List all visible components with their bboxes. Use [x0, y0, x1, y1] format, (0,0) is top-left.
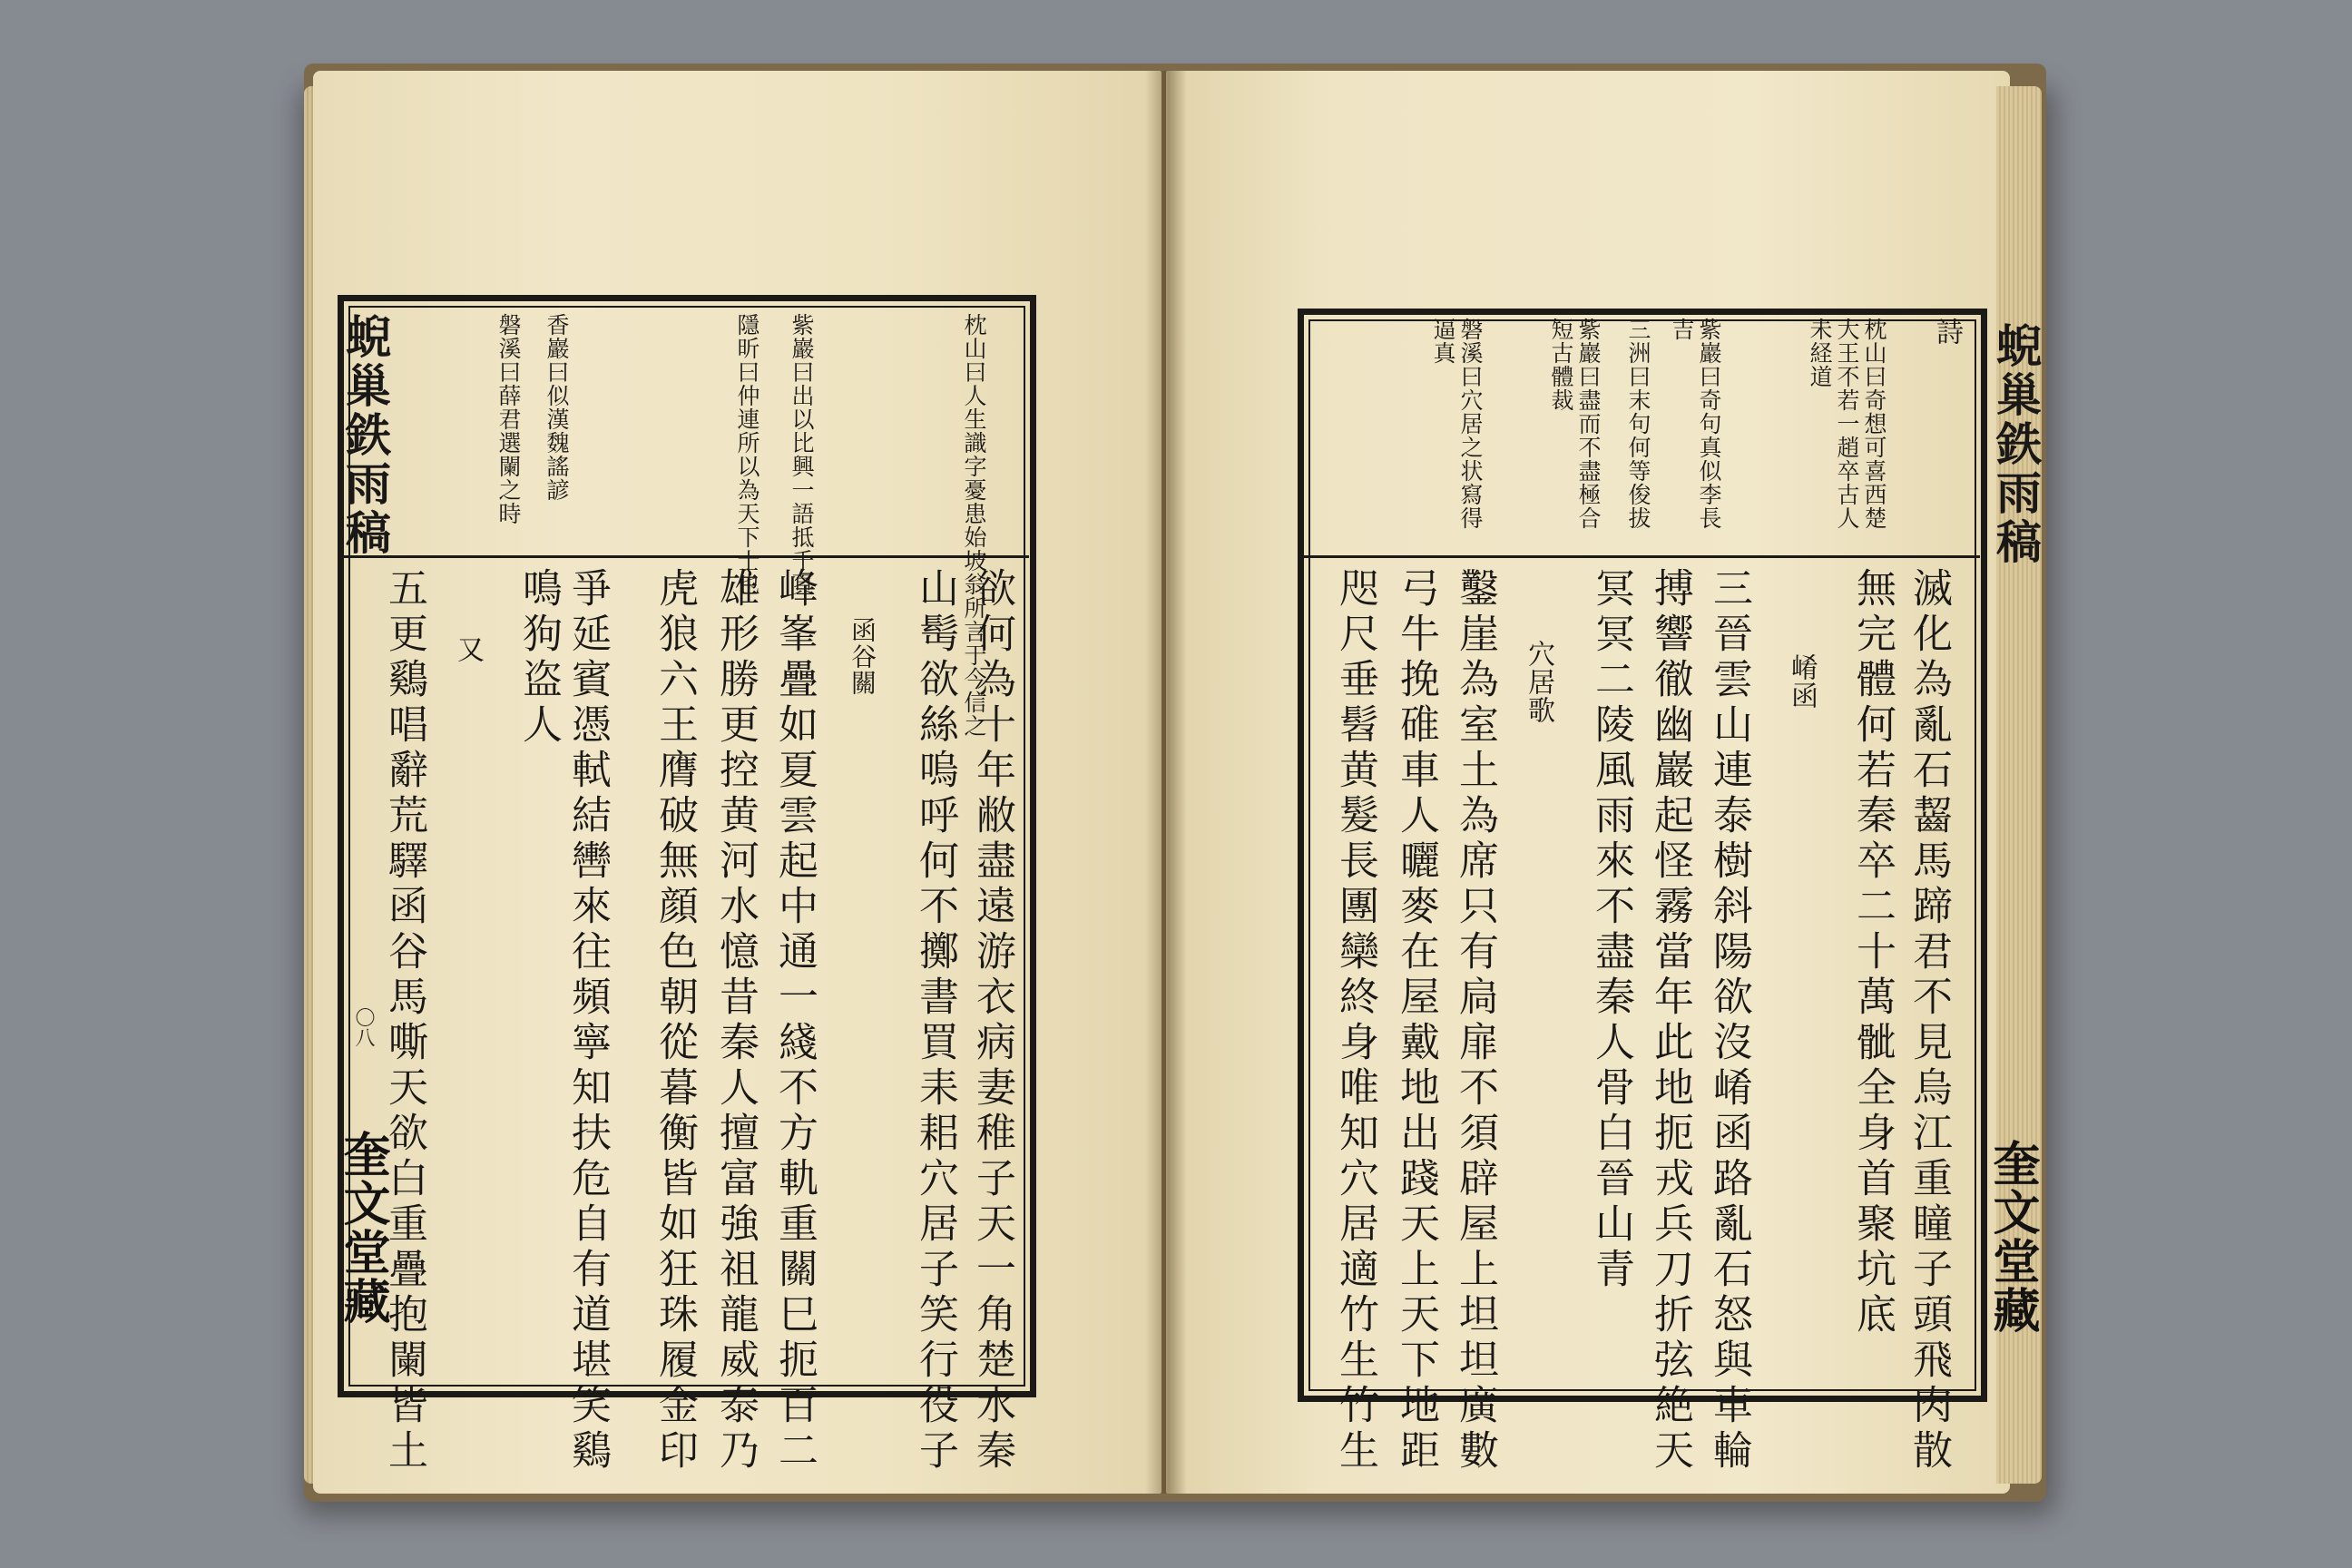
text-column: 鳴狗盗人 — [515, 567, 562, 749]
note-column: 磐溪曰穴居之状寫得逼真 — [1430, 318, 1484, 530]
note-column: 紫巖曰奇句真似李長吉 — [1669, 318, 1722, 530]
text-column: 滅化為亂石齧馬蹄君不見烏江重瞳子頭飛肉散 — [1906, 567, 1952, 1475]
text-column: 咫尺垂髫黄髮長團欒終身唯知穴居適竹生竹生 — [1332, 567, 1378, 1475]
text-column: 弓牛挽碓車人曬麥在屋戴地出踐天上天下地距 — [1393, 567, 1439, 1475]
text-column: 無完體何若秦卒二十萬骴全身首聚坑底 — [1849, 567, 1896, 1338]
section-heading: 函谷關 — [848, 617, 877, 696]
note-column: 枕山曰人生識字憂患始坡翁所言于今信之 — [961, 313, 987, 738]
section-heading: 又 — [452, 635, 484, 663]
left-margin-title: 蜺巢鉄雨稿 — [338, 313, 392, 558]
note-column: 磐溪曰薛君選闌之時 — [495, 313, 522, 525]
text-column: 虎狼六王膺破無顔色朝從暮衡皆如狂珠履金印 — [652, 567, 698, 1475]
left-footer-stamp: 奎文堂藏 — [335, 1130, 390, 1326]
left-header-rule — [344, 555, 1029, 558]
note-column: 三洲曰末句何等俊拔 — [1625, 318, 1651, 530]
text-column: 山髩欲絲嗚呼何不擲書買耒耜穴居子笑行役子 — [912, 567, 958, 1475]
text-column: 三晉雲山連泰樹斜陽欲沒崤函路亂石怒與車輪 — [1706, 567, 1752, 1475]
text-column: 搏響徹幽巖起怪霧當年此地扼戎兵刀折弦絶天 — [1647, 567, 1693, 1475]
text-column: 爭延賓憑軾結轡來往頻寧知扶危自有道堪笑鷄 — [564, 567, 611, 1475]
section-heading: 崤函 — [1786, 653, 1818, 710]
book-gutter — [1145, 71, 1187, 1494]
note-column: 紫巖曰出以比興一語抵千頁 — [789, 313, 815, 596]
left-page-number: 〇八 — [352, 1007, 375, 1047]
right-margin-title: 蜺巢鉄雨稿 — [1989, 322, 2043, 567]
note-column: 香巖曰似漢魏謠諺 — [544, 313, 570, 502]
section-heading: 穴居歌 — [1523, 640, 1554, 724]
text-column: 欲何為十年敝盡遠游衣病妻稚子天一角楚水秦 — [969, 567, 1015, 1475]
right-footer-stamp: 奎文堂藏 — [1984, 1139, 2040, 1335]
right-header-rule — [1304, 555, 1980, 558]
text-column: 峰峯疊如夏雲起中通一綫不方軌重關巳扼百二 — [771, 567, 818, 1475]
text-column: 冥冥二陵風雨來不盡秦人骨白晉山青 — [1588, 567, 1634, 1293]
note-column: 隱昕曰仲連所以為天下士也 — [734, 313, 760, 596]
text-column: 雄形勝更控黄河水憶昔秦人擅富強祖龍威泰乃 — [712, 567, 759, 1475]
text-column: 鑿崖為室土為席只有扃扉不須辟屋上坦坦廣數 — [1452, 567, 1498, 1475]
text-column: 五更鷄唱辭荒驛函谷馬嘶天欲白重疊抱闌皆土 — [381, 567, 427, 1475]
note-column: 詩 — [1931, 318, 1963, 346]
note-column: 紫巖曰盡而不盡極合短古體裁 — [1548, 318, 1602, 530]
note-column: 枕山曰奇想可喜西楚大王不若一趙卒古人未経道 — [1807, 318, 1887, 530]
